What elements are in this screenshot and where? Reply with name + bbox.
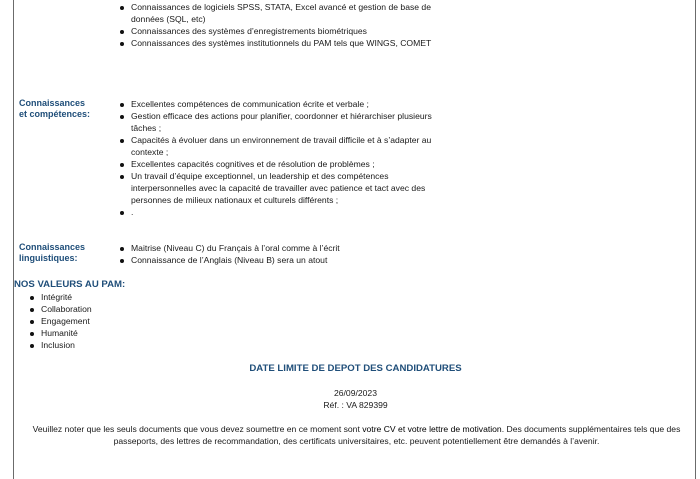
documents-note: Veuillez noter que les seuls documents que vous devez soumettre en ce moment sont votre CV et votre lettre de motivation. Des documents supplémentaires tels que des passeports, des lettres de recommandation, des certificats universitaires, etc. peuvent potentiellement être demandés à l’avenir.	[32, 424, 681, 446]
competences-label: Connaissances et compétences:	[19, 98, 91, 119]
valeurs-title: NOS VALEURS AU PAM:	[14, 279, 126, 290]
list-item: Humanité	[41, 327, 92, 339]
list-item: Maitrise (Niveau C) du Français à l’oral comme à l’écrit	[131, 242, 451, 254]
linguistiques-label: Connaissances linguistiques:	[19, 242, 86, 263]
deadline-date: 26/09/2023	[333, 388, 377, 398]
list-item: Intégrité	[41, 291, 92, 303]
list-item: Inclusion	[41, 339, 92, 351]
list-item: Capacités à évoluer dans un environnement de travail difficile et à s’adapter au contexte ;	[131, 134, 446, 158]
competences-list	[131, 98, 446, 218]
list-item: Connaissances de logiciels SPSS, STATA, Excel avancé et gestion de base de données (SQL, etc)	[131, 1, 451, 25]
list-item: Excellentes compétences de communication écrite et verbale ;	[131, 98, 446, 110]
valeurs-list	[41, 291, 92, 351]
list-item: Excellentes capacités cognitives et de résolution de problèmes ;	[131, 158, 446, 170]
list-item: Engagement	[41, 316, 90, 326]
reference-number: Réf. : VA 829399	[323, 400, 388, 410]
list-item: Connaissances des systèmes institutionnels du PAM tels que WINGS, COMET	[131, 37, 451, 49]
list-item: Connaissances des systèmes d’enregistrements biométriques	[131, 25, 451, 37]
cv-letter-highlight: votre CV et votre lettre de motivation	[362, 424, 502, 434]
linguistiques-list	[131, 242, 451, 266]
software-skills-list	[131, 1, 451, 49]
list-item: Un travail d’équipe exceptionnel, un leadership et des compétences interpersonnelles avec la capacité de travailler avec patience et tact avec des personnes de milieux nationaux et culturels différents ;	[131, 170, 446, 206]
list-item: Gestion efficace des actions pour planifier, coordonner et hiérarchiser plusieurs tâches ;	[131, 110, 446, 134]
deadline-title: DATE LIMITE DE DEPOT DES CANDIDATURES	[249, 363, 462, 374]
list-item: Collaboration	[41, 304, 92, 314]
document-page	[13, 0, 696, 479]
list-item: Connaissance de l’Anglais (Niveau B) sera un atout	[131, 254, 451, 266]
list-item: .	[131, 206, 446, 218]
